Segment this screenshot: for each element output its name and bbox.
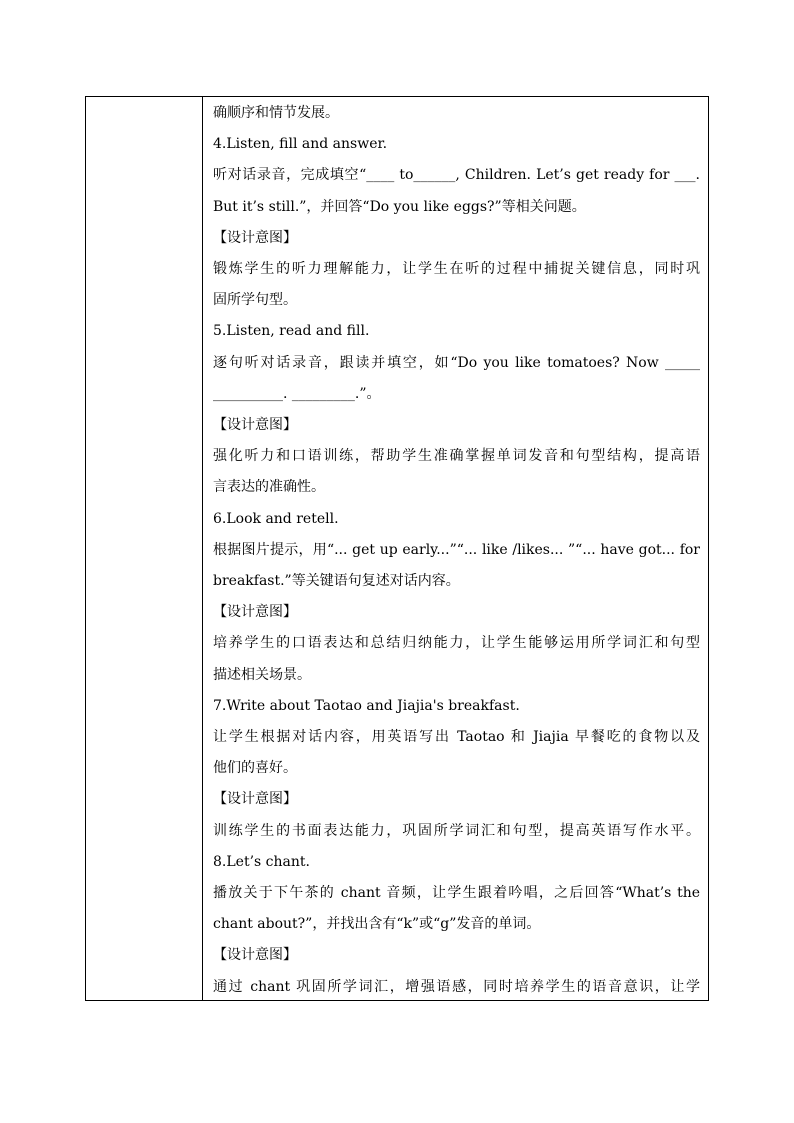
text-line: 【设计意图】 (213, 229, 297, 246)
text-line: 根据图片提示，用“... get up early...”“... like /likes... ”“... have got... for (213, 541, 700, 558)
text-line: 固所学句型。 (213, 292, 297, 309)
text-line: 【设计意图】 (213, 791, 297, 808)
text-line: 锻炼学生的听力理解能力，让学生在听的过程中捕捉关键信息，同时巩 (213, 261, 700, 277)
text-line: 5.Listen, read and fill. (213, 323, 370, 340)
text-line: 逐句听对话录音，跟读并填空，如“Do you like tomatoes? Now _____ (213, 354, 700, 371)
content-cell (203, 97, 708, 1000)
text-line: 8.Let’s chant. (213, 853, 310, 870)
text-line: 【设计意图】 (213, 604, 297, 621)
text-line: 通过 chant 巩固所学词汇，增强语感，同时培养学生的语音意识，让学 (213, 978, 700, 995)
text-line: 培养学生的口语表达和总结归纳能力，让学生能够运用所学词汇和句型 (213, 635, 700, 652)
text-line: 强化听力和口语训练，帮助学生准确掌握单词发音和句型结构，提高语 (213, 448, 700, 465)
text-line: 6.Look and retell. (213, 510, 339, 527)
text-line: 训练学生的书面表达能力，巩固所学词汇和句型，提高英语写作水平。 (213, 822, 700, 839)
text-line: 他们的喜好。 (213, 760, 297, 777)
text-line: 7.Write about Taotao and Jiajia's breakfast. (213, 697, 520, 714)
text-line: __________. _________.”。 (213, 385, 381, 402)
text-line: chant about?”，并找出含有“k”或“g”发音的单词。 (213, 916, 541, 933)
text-line: 【设计意图】 (213, 417, 297, 433)
left-column-cell (86, 97, 203, 1000)
text-line: 播放关于下午茶的 chant 音频，让学生跟着吟唱，之后回答“What’s the (213, 885, 700, 901)
lesson-plan-table (85, 96, 709, 1001)
text-line: 让学生根据对话内容，用英语写出 Taotao 和 Jiajia 早餐吃的食物以及 (213, 729, 700, 745)
text-line: 听对话录音，完成填空“____ to______, Children. Let’s get ready for ___. (213, 167, 700, 184)
text-line: 4.Listen, fill and answer. (213, 136, 388, 153)
text-line: 描述相关场景。 (213, 666, 311, 683)
text-line: 言表达的准确性。 (213, 479, 325, 496)
text-line: 确顺序和情节发展。 (213, 105, 339, 121)
text-line: 【设计意图】 (213, 947, 297, 964)
text-line: But it’s still.”，并回答“Do you like eggs?”等相关问题。 (213, 198, 586, 215)
text-line: breakfast.”等关键语句复述对话内容。 (213, 573, 460, 589)
